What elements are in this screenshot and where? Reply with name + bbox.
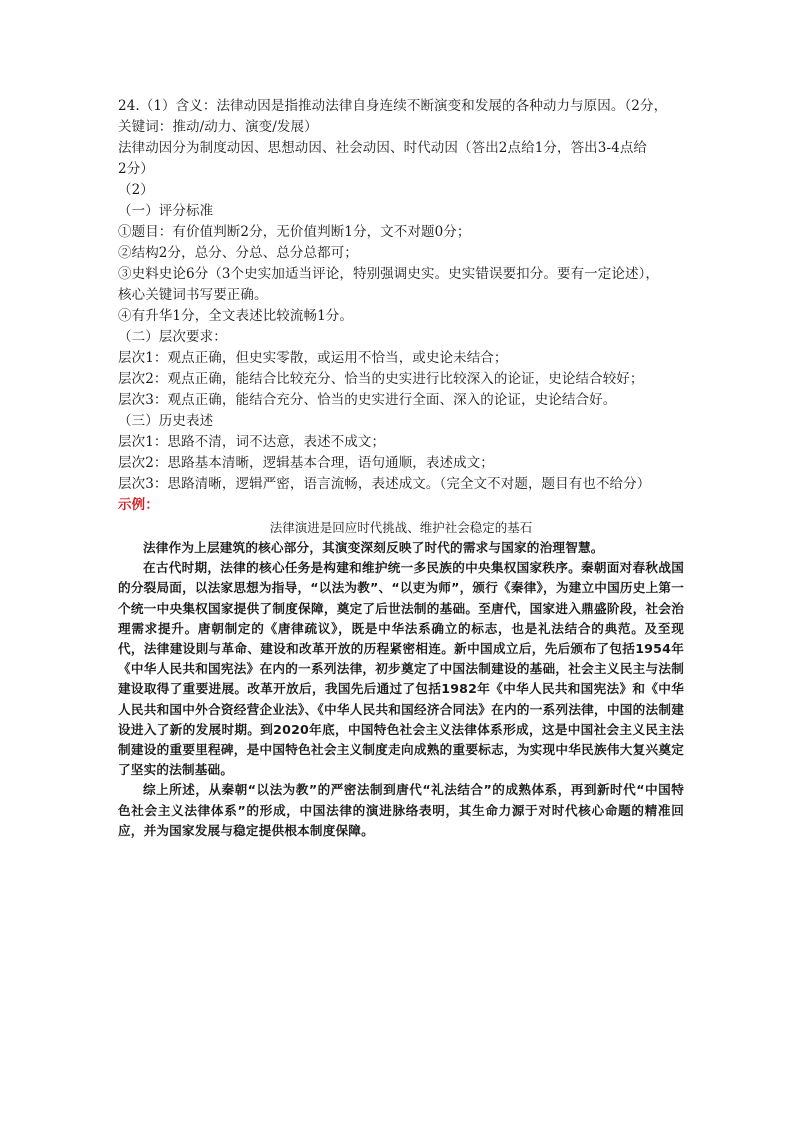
q24-part2-label: （2） (118, 182, 154, 198)
expression-item: 层次1：思路不清，词不达意，表述不成文； (118, 434, 386, 450)
criteria-heading: （一）评分标准 (118, 203, 214, 219)
criteria-item: ②结构2分，总分、分总、总分总都可； (118, 245, 358, 261)
essay-title: 法律演进是回应时代挑战、维护社会稳定的基石 (269, 520, 533, 535)
q24-part1-line1: 24.（1）含义：法律动因是指推动法律自身连续不断演变和发展的各种动力与原因。（2分， (118, 98, 668, 114)
q24-part1-line3: 法律动因分为制度动因、思想动因、社会动因、时代动因（答出2点给1分，答出3-4点给 (118, 140, 648, 156)
expression-item: 层次2：思路基本清晰，逻辑基本合理，语句通顺，表述成文； (118, 455, 494, 471)
expression-heading: （三）历史表述 (118, 413, 214, 429)
level-item: 层次2：观点正确，能结合比较充分、恰当的史实进行比较深入的论证，史论结合较好； (118, 371, 644, 387)
level-item: 层次1：观点正确，但史实零散，或运用不恰当，或史论未结合； (118, 350, 508, 366)
q24-part1-line4: 2分） (118, 161, 154, 177)
expression-item: 层次3：思路清晰，逻辑严密，语言流畅，表述成文。（完全文不对题，题目有也不给分） (118, 476, 651, 492)
criteria-item: ④有升华1分，全文表述比较流畅1分。 (118, 308, 353, 324)
level-item: 层次3：观点正确，能结合充分、恰当的史实进行全面、深入的论证，史论结合好。 (118, 392, 617, 408)
essay-paragraph: 法律作为上层建筑的核心部分，其演变深刻反映了时代的需求与国家的治理智慧。 (143, 540, 604, 555)
answer-sheet (118, 96, 684, 841)
q24-part1-line2: 关键词：推动/动力、演变/发展） (118, 119, 318, 135)
criteria-item: ①题目：有价值判断2分，无价值判断1分，文不对题0分； (118, 224, 471, 240)
example-label: 示例： (118, 497, 159, 513)
essay-paragraph: 综上所述，从秦朝“以法为教”的严密法制到唐代“礼法结合”的成熟体系，再到新时代“中国特色社会主义法律体系”的形成，中国法律的演进脉络表明，其生命力源于对时代核心命题的精准回应，并为国家发展与稳定提供根本制度保障。 (118, 782, 684, 838)
criteria-item: ③史料史论6分（3个史实加适当评论，特别强调史实。史实错误要扣分。要有一定论述）， (118, 266, 660, 282)
essay-paragraph: 在古代时期，法律的核心任务是构建和维护统一多民族的中央集权国家秩序。秦朝面对春秋战国的分裂局面，以法家思想为指导，“以法为教”、“以吏为师”，颁行《秦律》，为建立中国历史上第一个统一中央集权国家提供了制度保障，奠定了后世法制的基础。至唐代，国家进入鼎盛阶段，社会治理需求提升。唐朝制定的《唐律疏议》，既是中华法系确立的标志，也是礼法结合的典范。及至现代，法律建设則与革命、建设和改革开放的历程紧密相连。新中国成立后，先后颁布了包括1954年《中华人民共和国宪法》在内的一系列法律，初步奠定了中国法制建设的基础，社会主义民主与法制建设取得了重要进展。改革开放后，我国先后通过了包括1982年《中华人民共和国宪法》和《中华人民共和国中外合资经营企业法》、《中华人民共和国经济合同法》在内的一系列法律，中国的法制建设进入了新的发展时期。到2020年底，中国特色社会主义法律体系形成，这是中国社会主义民主法制建设的重要里程碑，是中国特色社会主义制度走向成熟的重要标志，为实现中华民族伟大复兴奠定了坚实的法制基础。 (118, 560, 684, 778)
levels-heading: （二）层次要求： (118, 329, 227, 345)
criteria-item: 核心关键词书写要正确。 (118, 287, 268, 303)
